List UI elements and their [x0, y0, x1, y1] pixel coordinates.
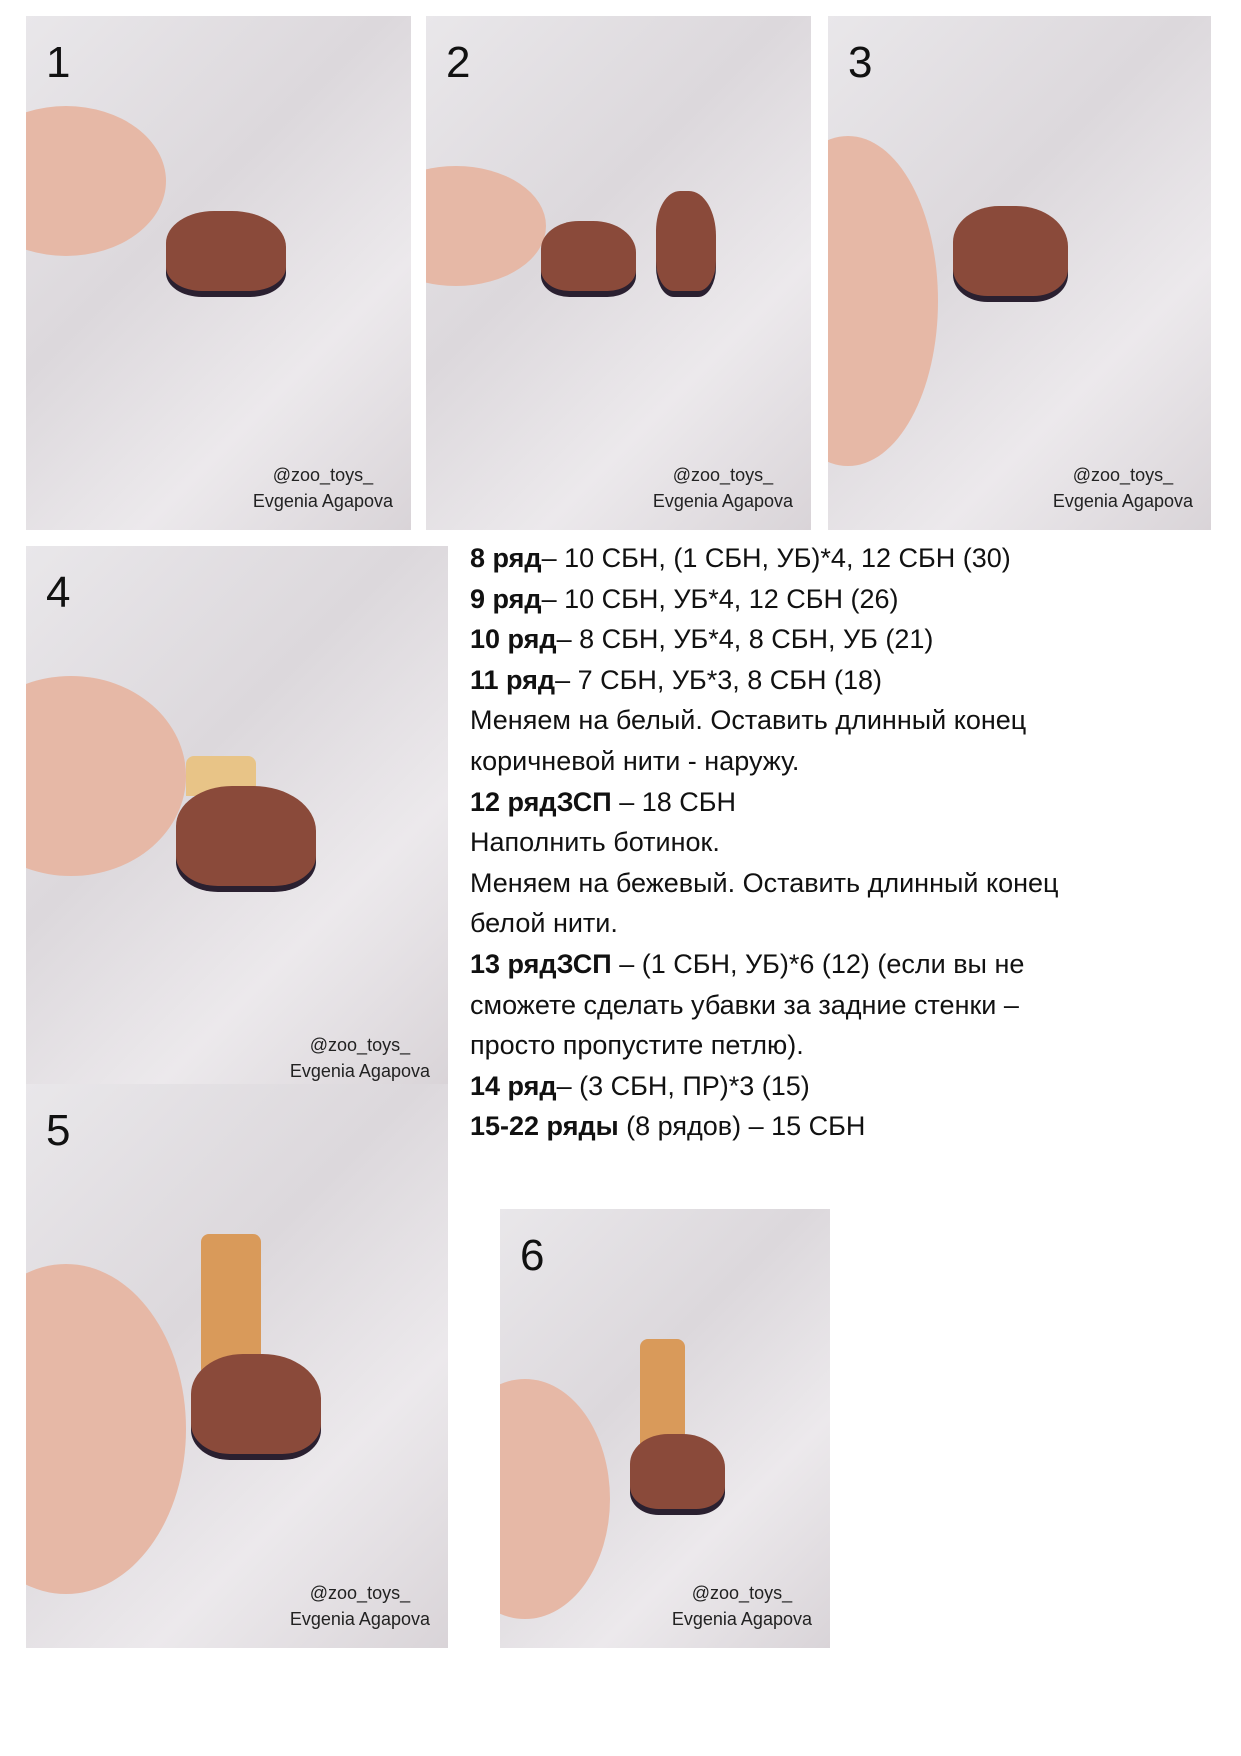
watermark-handle: @zoo_toys_ [691, 1583, 793, 1603]
instruction-line [470, 741, 1059, 782]
boot [176, 786, 316, 886]
row-text: просто пропустите петлю). [470, 1030, 804, 1061]
row-text: Меняем на бежевый. Оставить длинный конец [470, 867, 1059, 898]
row-label: 10 ряд [470, 624, 557, 655]
row-text: – 10 СБН, (1 СБН, УБ)*4, 12 СБН (30) [541, 543, 1011, 573]
row-text: – (1 СБН, УБ)*6 (12) (если вы не [611, 948, 1025, 979]
boot [541, 221, 636, 291]
instruction-line [470, 700, 1059, 741]
instruction-line [470, 903, 1059, 944]
watermark [290, 1032, 430, 1084]
hand [500, 1379, 610, 1619]
step-number: 1 [46, 38, 71, 87]
photo-step-5 [26, 1084, 448, 1648]
row-text: (8 рядов) – 15 СБН [618, 1111, 866, 1142]
photo-step-4 [26, 546, 448, 1084]
boot-shaft [640, 1339, 685, 1449]
instruction-line [470, 1106, 1059, 1147]
instruction-line [470, 579, 1059, 620]
step-number: 3 [848, 38, 873, 87]
row-text: – 8 СБН, УБ*4, 8 СБН, УБ (21) [556, 624, 934, 655]
photo-step-6 [500, 1209, 830, 1648]
watermark-name: Evgenia Agapova [652, 491, 793, 511]
hand [426, 166, 546, 286]
watermark-name: Evgenia Agapova [289, 1061, 430, 1081]
boot-shaft [201, 1234, 261, 1374]
watermark-handle: @zoo_toys_ [309, 1035, 411, 1055]
step-number: 2 [446, 38, 471, 87]
instruction-line [470, 619, 1059, 660]
watermark [672, 1580, 812, 1632]
instruction-line [470, 782, 1059, 823]
instruction-line [470, 538, 1059, 579]
row-text: – 7 СБН, УБ*3, 8 СБН (18) [555, 664, 882, 695]
hand [26, 1264, 186, 1594]
boot [630, 1434, 725, 1509]
watermark-handle: @zoo_toys_ [272, 465, 374, 485]
hand [828, 136, 938, 466]
watermark-handle: @zoo_toys_ [672, 465, 774, 485]
boot [191, 1354, 321, 1454]
watermark [1053, 462, 1193, 514]
photo-step-3 [828, 16, 1211, 530]
step-number: 6 [520, 1231, 545, 1280]
row-text: – 10 СБН, УБ*4, 12 СБН (26) [541, 583, 899, 614]
watermark-name: Evgenia Agapova [671, 1609, 812, 1629]
instruction-line [470, 660, 1059, 701]
row-label: 8 ряд [470, 543, 542, 573]
hand [26, 106, 166, 256]
photo-step-2 [426, 16, 811, 530]
row-text: Меняем на белый. Оставить длинный конец [470, 705, 1027, 736]
watermark-name: Evgenia Agapova [1052, 491, 1193, 511]
row-label: 14 ряд [470, 1070, 557, 1101]
row-text: сможете сделать убавки за задние стенки – [470, 989, 1019, 1020]
watermark [653, 462, 793, 514]
row-text: – (3 СБН, ПР)*3 (15) [556, 1070, 810, 1101]
row-text: – 18 СБН [611, 786, 736, 817]
row-label: 11 ряд [470, 664, 556, 695]
pattern-instructions [470, 538, 1059, 1147]
row-label: 15-22 ряды [470, 1111, 619, 1142]
step-number: 5 [46, 1106, 71, 1155]
instruction-line [470, 985, 1059, 1026]
watermark [253, 462, 393, 514]
watermark-handle: @zoo_toys_ [309, 1583, 411, 1603]
row-label: 12 рядЗСП [470, 786, 612, 817]
boot [656, 191, 716, 291]
row-text: Наполнить ботинок. [470, 827, 720, 858]
instruction-line [470, 944, 1059, 985]
row-text: коричневой нити - наружу. [470, 745, 800, 776]
watermark-name: Evgenia Agapova [289, 1609, 430, 1629]
photo-step-1 [26, 16, 411, 530]
row-label: 9 ряд [470, 583, 542, 614]
hand [26, 676, 186, 876]
instruction-line [470, 863, 1059, 904]
step-number: 4 [46, 568, 71, 617]
row-text: белой нити. [470, 908, 618, 939]
watermark [290, 1580, 430, 1632]
instruction-line [470, 822, 1059, 863]
row-label: 13 рядЗСП [470, 948, 612, 979]
boot [953, 206, 1068, 296]
watermark-name: Evgenia Agapova [252, 491, 393, 511]
instruction-line [470, 1066, 1059, 1107]
instruction-line [470, 1025, 1059, 1066]
watermark-handle: @zoo_toys_ [1072, 465, 1174, 485]
boot [166, 211, 286, 291]
